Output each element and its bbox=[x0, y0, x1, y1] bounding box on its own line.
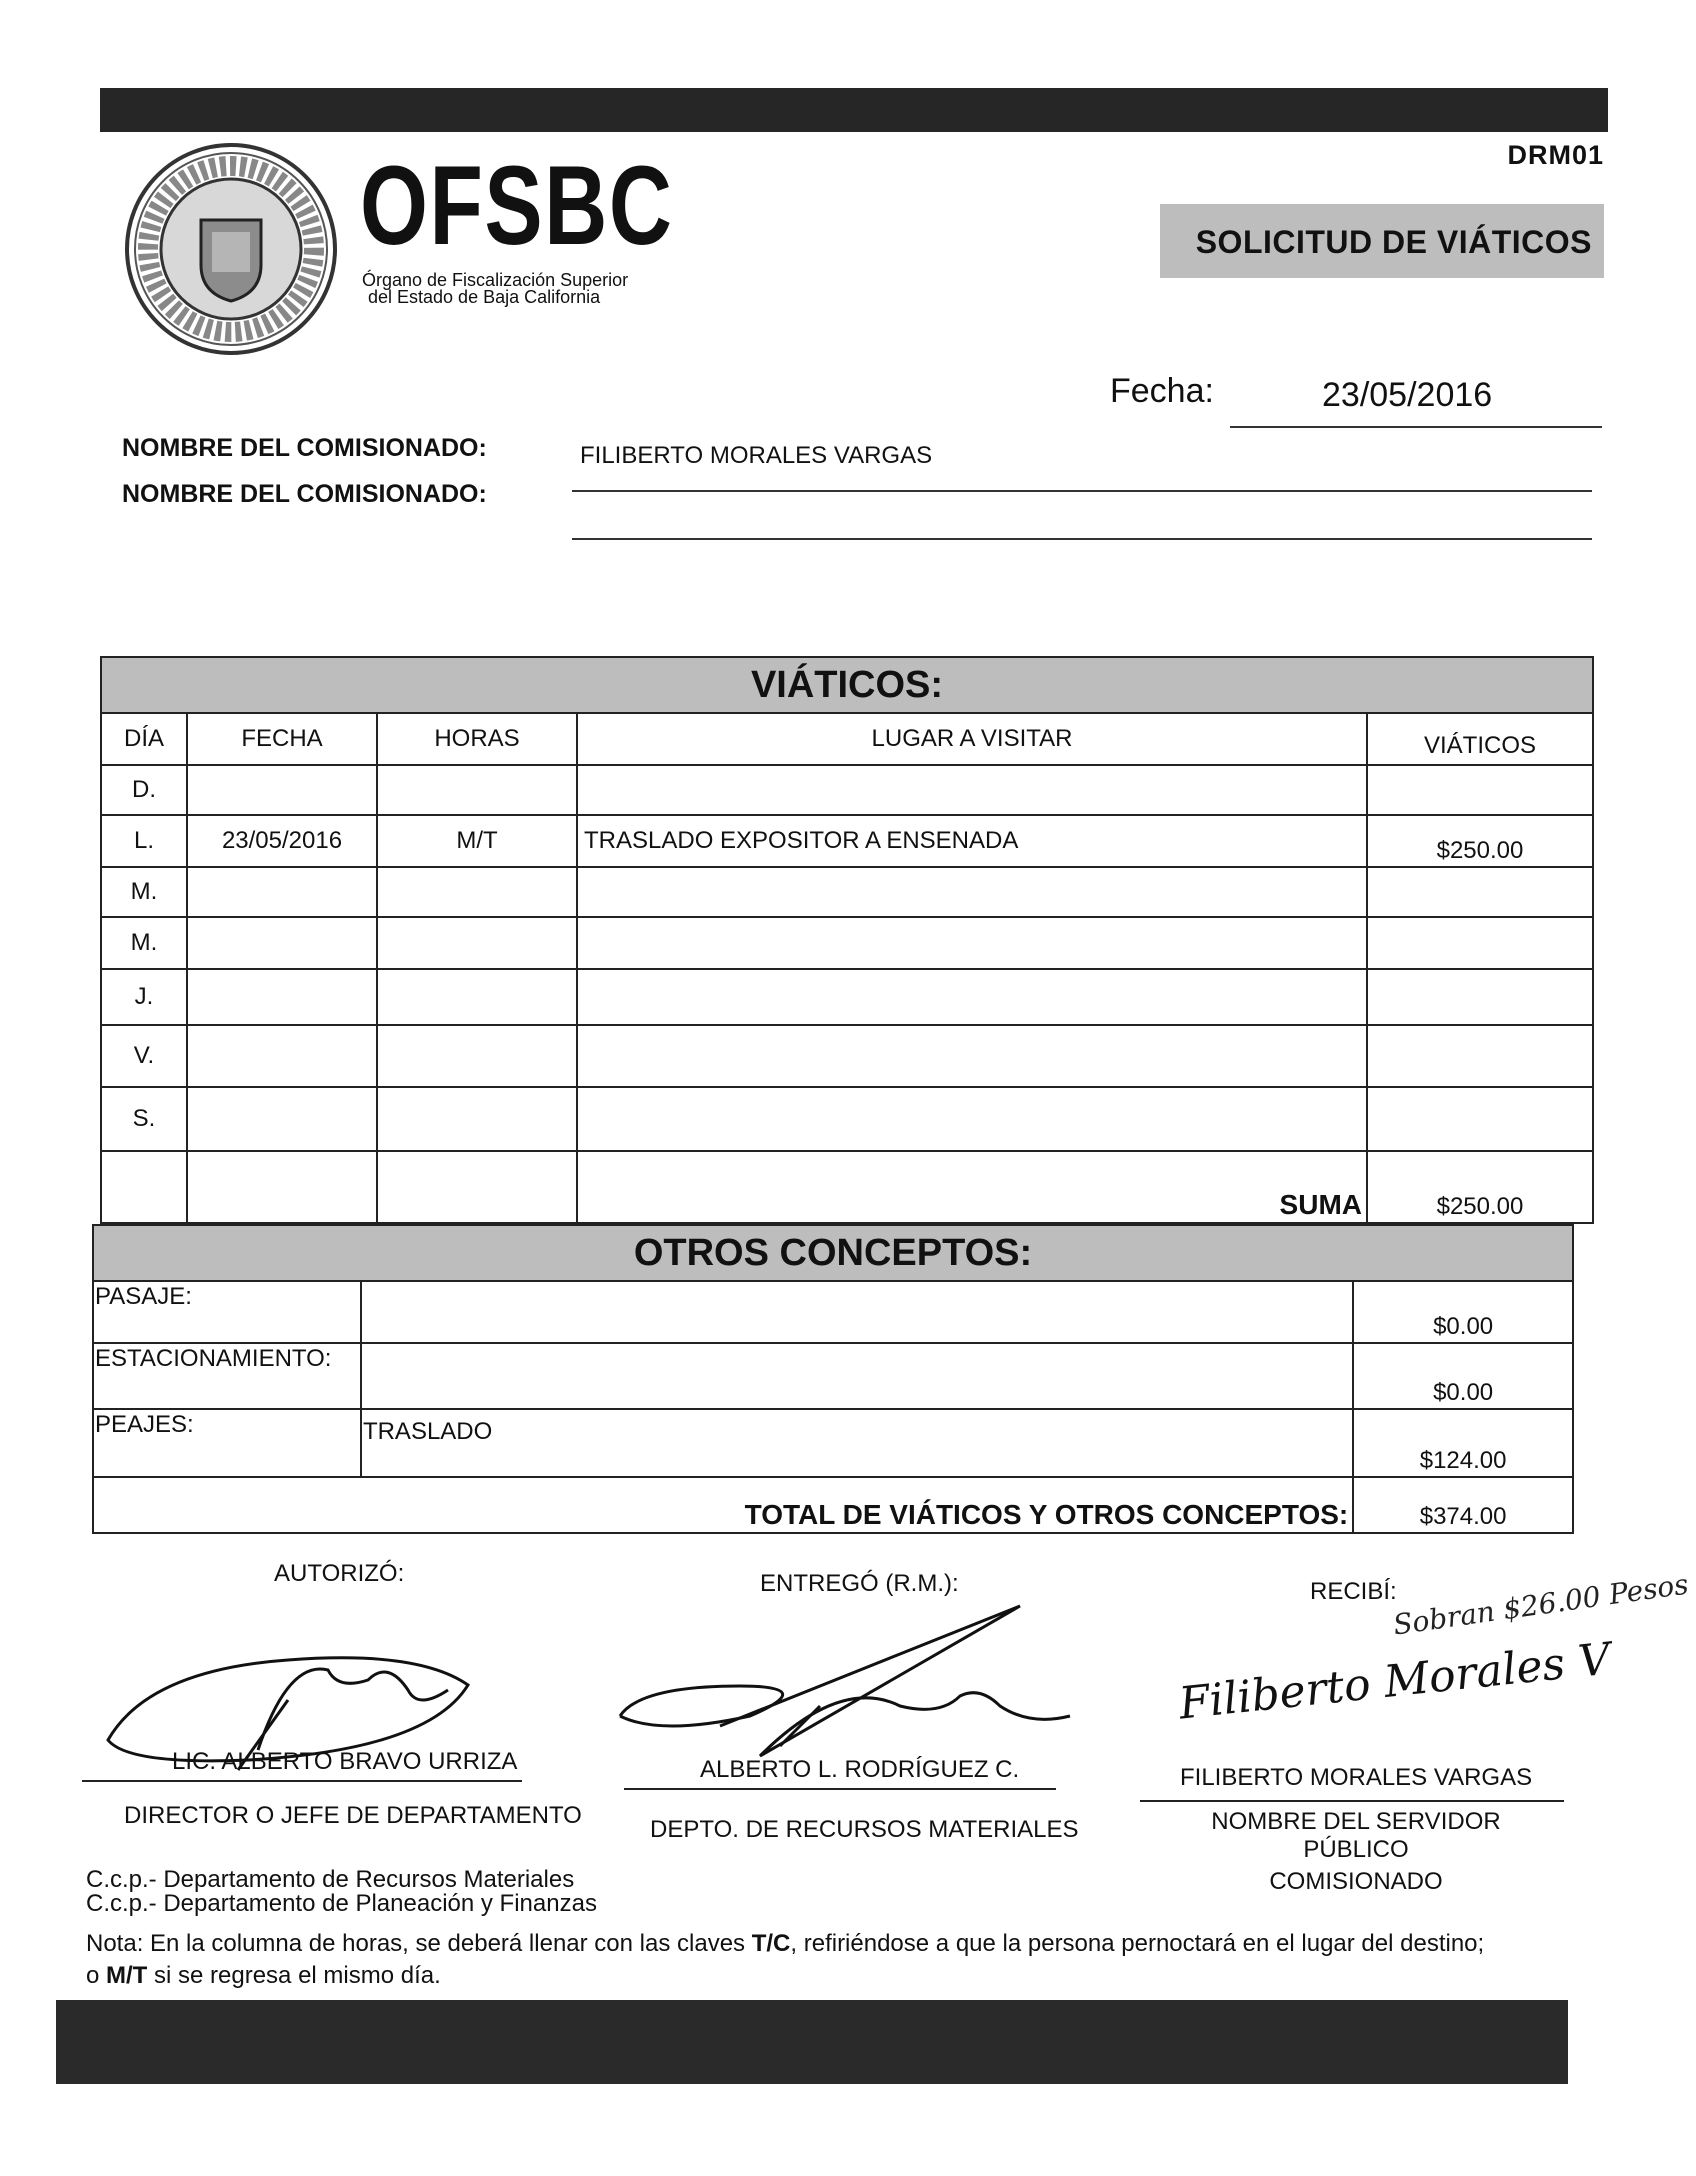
otros-label: PASAJE: bbox=[93, 1281, 361, 1343]
cell-viaticos bbox=[1367, 969, 1593, 1025]
form-title: SOLICITUD DE VIÁTICOS bbox=[1195, 224, 1592, 260]
table-row bbox=[101, 1087, 1593, 1151]
cell-dia: V. bbox=[101, 1025, 187, 1087]
otros-label: ESTACIONAMIENTO: bbox=[93, 1343, 361, 1409]
cell-viaticos bbox=[1367, 765, 1593, 815]
cell-dia: J. bbox=[101, 969, 187, 1025]
otros-title: OTROS CONCEPTOS: bbox=[93, 1225, 1573, 1281]
comisionado-label-2: NOMBRE DEL COMISIONADO: bbox=[122, 480, 487, 508]
cell-lugar bbox=[577, 969, 1367, 1025]
cell-horas bbox=[377, 867, 577, 917]
cell-lugar: TRASLADO EXPOSITOR A ENSENADA bbox=[577, 815, 1367, 867]
viaticos-table bbox=[100, 656, 1594, 1224]
table-row bbox=[101, 917, 1593, 969]
nota-tc: T/C bbox=[751, 1930, 791, 1957]
recibi-label: RECIBÍ: bbox=[1310, 1578, 1397, 1605]
cell-viaticos bbox=[1367, 867, 1593, 917]
otros-desc: TRASLADO bbox=[361, 1409, 1353, 1477]
cell-viaticos bbox=[1367, 1087, 1593, 1151]
otros-amount: $124.00 bbox=[1353, 1409, 1573, 1477]
cell-fecha: 23/05/2016 bbox=[187, 815, 377, 867]
nota-prefix: Nota: En la columna de horas, se deberá llenar con las claves bbox=[86, 1930, 752, 1957]
header-dia: DÍA bbox=[101, 713, 187, 765]
recibi-role-line2: COMISIONADO bbox=[1269, 1868, 1443, 1895]
recibi-role bbox=[1156, 1808, 1556, 1896]
table-row bbox=[93, 1409, 1573, 1477]
header-viaticos: VIÁTICOS bbox=[1367, 713, 1593, 765]
cell-horas bbox=[377, 765, 577, 815]
cell-lugar bbox=[577, 765, 1367, 815]
entrego-name: ALBERTO L. RODRÍGUEZ C. bbox=[700, 1756, 1020, 1783]
suma-value: $250.00 bbox=[1367, 1151, 1593, 1223]
seal-logo bbox=[122, 140, 340, 358]
cell-fecha bbox=[187, 1087, 377, 1151]
cell-lugar bbox=[577, 867, 1367, 917]
cell-horas bbox=[377, 917, 577, 969]
entrego-line bbox=[624, 1788, 1056, 1790]
viaticos-section bbox=[100, 656, 1594, 1224]
cell-lugar bbox=[577, 917, 1367, 969]
header-lugar: LUGAR A VISITAR bbox=[577, 713, 1367, 765]
form-code: DRM01 bbox=[1507, 140, 1604, 170]
ccp-line-1: C.c.p.- Departamento de Recursos Materiales bbox=[86, 1866, 575, 1893]
nota-line-1 bbox=[86, 1930, 1586, 1958]
cell-dia: L. bbox=[101, 815, 187, 867]
recibi-signature: Filiberto Morales V bbox=[1176, 1633, 1613, 1730]
entrego-role: DEPTO. DE RECURSOS MATERIALES bbox=[650, 1816, 1079, 1843]
otros-label: PEAJES: bbox=[93, 1409, 361, 1477]
otros-desc bbox=[361, 1343, 1353, 1409]
cell-viaticos bbox=[1367, 917, 1593, 969]
comisionado-value-1: FILIBERTO MORALES VARGAS bbox=[580, 442, 933, 469]
fecha-label: Fecha: bbox=[1110, 372, 1214, 410]
table-row bbox=[101, 815, 1593, 867]
cell-viaticos bbox=[1367, 1025, 1593, 1087]
viaticos-title: VIÁTICOS: bbox=[101, 657, 1593, 713]
cell-fecha bbox=[187, 969, 377, 1025]
autorizo-name: LIC. ALBERTO BRAVO URRIZA bbox=[172, 1748, 518, 1775]
entrego-signature bbox=[600, 1596, 1120, 1766]
comisionado-line-1 bbox=[572, 490, 1592, 492]
cell-lugar bbox=[577, 1087, 1367, 1151]
total-value: $374.00 bbox=[1353, 1477, 1573, 1533]
cell-horas: M/T bbox=[377, 815, 577, 867]
otros-table bbox=[92, 1224, 1574, 1534]
recibi-line bbox=[1140, 1800, 1564, 1802]
autorizo-label: AUTORIZÓ: bbox=[274, 1560, 405, 1587]
form-title-box bbox=[1160, 204, 1604, 278]
suma-label: SUMA bbox=[577, 1151, 1367, 1223]
recibi-role-line1: NOMBRE DEL SERVIDOR PÚBLICO bbox=[1211, 1808, 1501, 1863]
cell-fecha bbox=[187, 867, 377, 917]
nota-end: si se regresa el mismo día. bbox=[147, 1962, 441, 1989]
total-row bbox=[93, 1477, 1573, 1533]
table-row bbox=[101, 867, 1593, 917]
entrego-label: ENTREGÓ (R.M.): bbox=[760, 1570, 959, 1597]
otros-amount: $0.00 bbox=[1353, 1281, 1573, 1343]
table-row bbox=[101, 765, 1593, 815]
total-label: TOTAL DE VIÁTICOS Y OTROS CONCEPTOS: bbox=[93, 1477, 1353, 1533]
cell-horas bbox=[377, 1087, 577, 1151]
bottom-bar bbox=[56, 2000, 1568, 2084]
logo-text: OFSBC bbox=[360, 143, 674, 268]
cell-dia: D. bbox=[101, 765, 187, 815]
cell-lugar bbox=[577, 1025, 1367, 1087]
table-row bbox=[101, 1025, 1593, 1087]
table-row bbox=[93, 1343, 1573, 1409]
suma-row bbox=[101, 1151, 1593, 1223]
autorizo-role: DIRECTOR O JEFE DE DEPARTAMENTO bbox=[124, 1802, 582, 1829]
fecha-value: 23/05/2016 bbox=[1322, 376, 1493, 414]
cell-viaticos: $250.00 bbox=[1367, 815, 1593, 867]
cell-horas bbox=[377, 969, 577, 1025]
otros-amount: $0.00 bbox=[1353, 1343, 1573, 1409]
cell-dia: M. bbox=[101, 867, 187, 917]
otros-desc bbox=[361, 1281, 1353, 1343]
table-row bbox=[93, 1281, 1573, 1343]
cell-fecha bbox=[187, 765, 377, 815]
table-row bbox=[101, 969, 1593, 1025]
logo-subtitle-line2: del Estado de Baja California bbox=[368, 287, 601, 307]
fecha-line bbox=[1230, 426, 1602, 428]
nota-line-2 bbox=[86, 1962, 441, 1990]
cell-fecha bbox=[187, 917, 377, 969]
logo-subtitle-line1: Órgano de Fiscalización Superior bbox=[362, 270, 629, 290]
ccp-line-2: C.c.p.- Departamento de Planeación y Finanzas bbox=[86, 1890, 597, 1917]
cell-horas bbox=[377, 1025, 577, 1087]
comisionado-line-2 bbox=[572, 538, 1592, 540]
comisionado-label-1: NOMBRE DEL COMISIONADO: bbox=[122, 434, 487, 462]
cell-dia: S. bbox=[101, 1087, 187, 1151]
nota-mid: , refiriéndose a que la persona pernoctará en el lugar del destino; bbox=[790, 1930, 1485, 1957]
header-fecha: FECHA bbox=[187, 713, 377, 765]
handwritten-note: Sobran $26.00 Pesos bbox=[1391, 1567, 1691, 1642]
nota-o: o bbox=[86, 1962, 107, 1989]
autorizo-line bbox=[82, 1780, 522, 1782]
cell-dia: M. bbox=[101, 917, 187, 969]
top-bar bbox=[100, 88, 1608, 132]
nota-mt: M/T bbox=[106, 1962, 148, 1989]
recibi-name: FILIBERTO MORALES VARGAS bbox=[1180, 1764, 1533, 1791]
otros-section bbox=[92, 1224, 1574, 1534]
cell-fecha bbox=[187, 1025, 377, 1087]
logo-subtitle bbox=[362, 272, 628, 306]
header-horas: HORAS bbox=[377, 713, 577, 765]
